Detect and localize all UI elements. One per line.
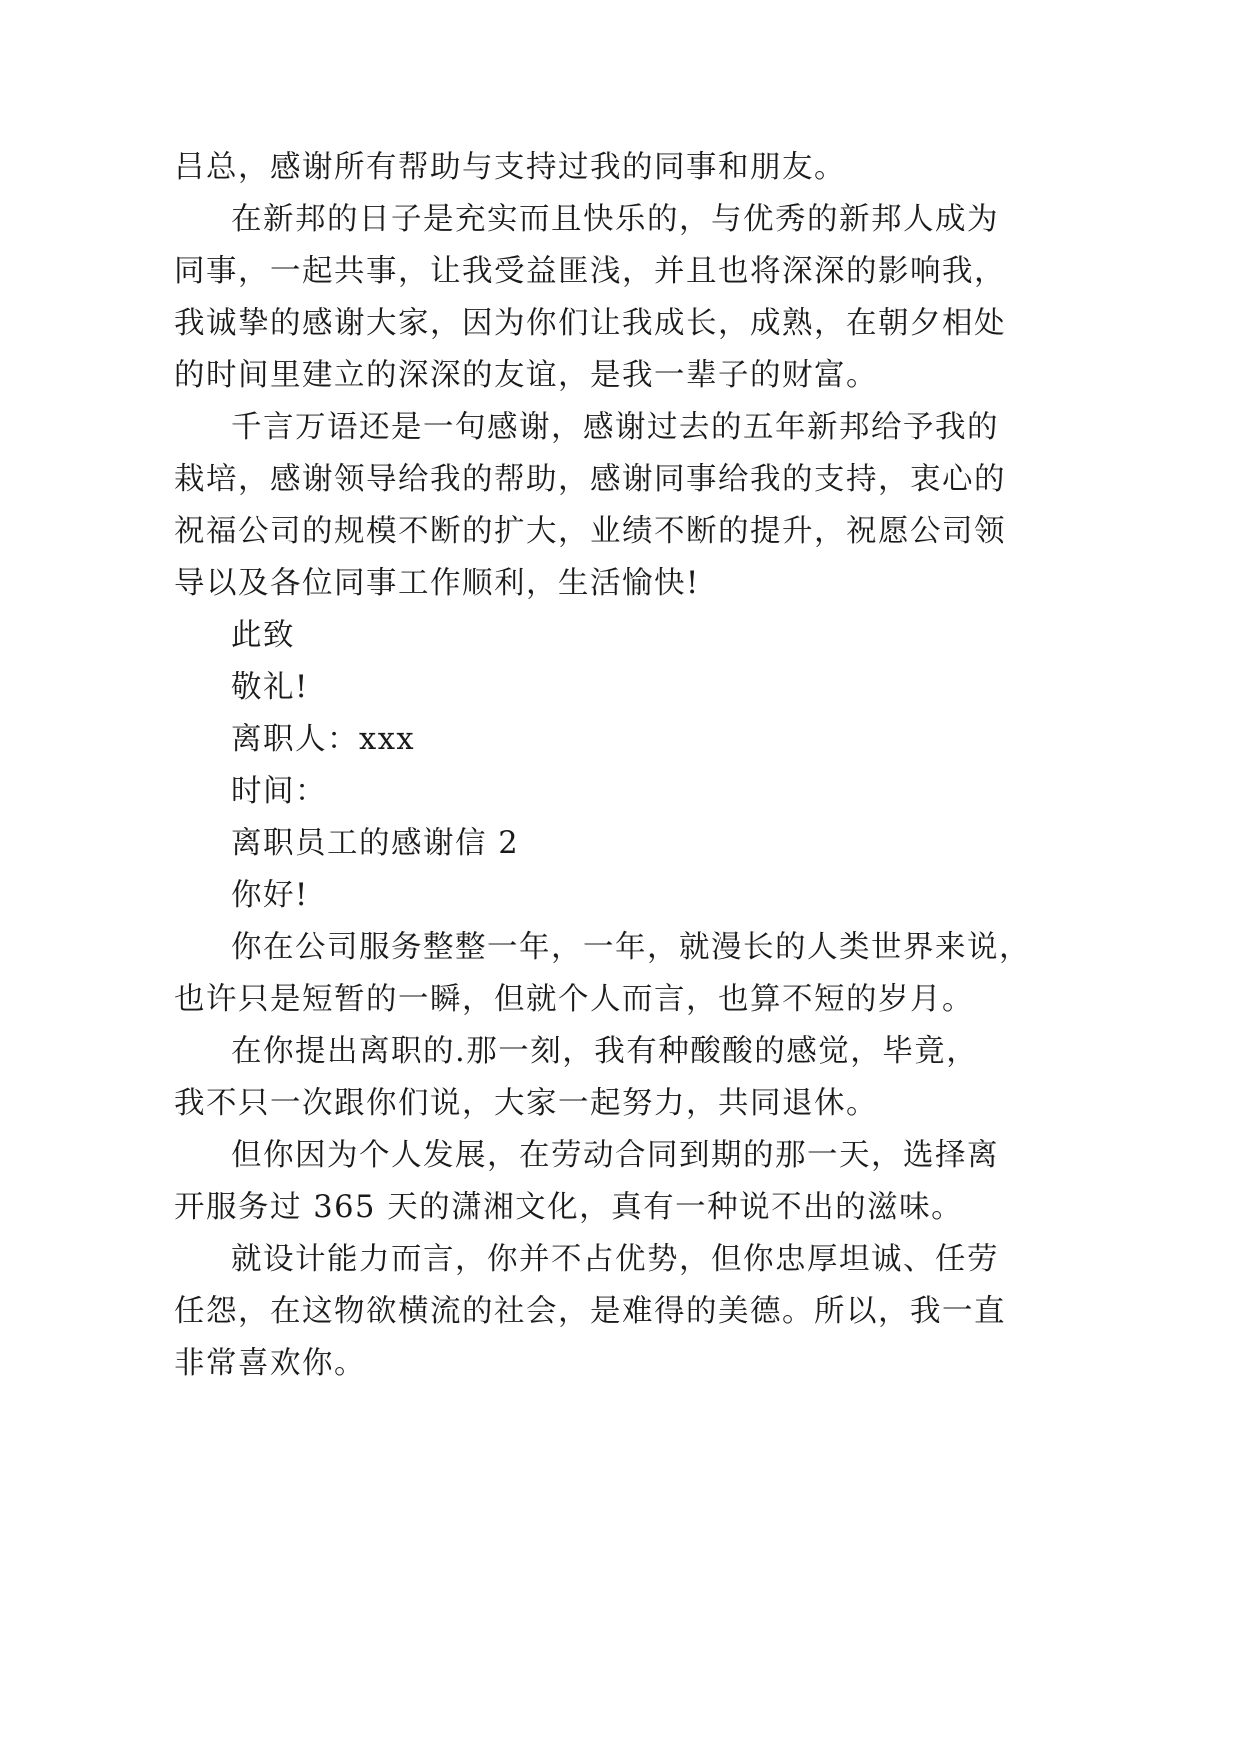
paragraph-start-line: 在你提出离职的.那一刻，我有种酸酸的感觉，毕竟， xyxy=(231,1034,979,1069)
letter-title: 离职员工的感谢信 2 xyxy=(231,826,520,861)
text-line: 吕总，感谢所有帮助与支持过我的同事和朋友。 xyxy=(174,150,846,185)
paragraph-start-line: 你在公司服务整整一年，一年，就漫长的人类世界来说， xyxy=(231,930,1031,965)
text-line: 也许只是短暂的一瞬，但就个人而言，也算不短的岁月。 xyxy=(174,982,974,1017)
text-line: 我不只一次跟你们说，大家一起努力，共同退休。 xyxy=(174,1086,878,1121)
date-label: 时间： xyxy=(231,774,327,809)
text-line: 我诚挚的感谢大家，因为你们让我成长，成熟，在朝夕相处 xyxy=(174,306,1006,341)
greeting: 你好! xyxy=(231,878,309,913)
closing-salutation: 此致 xyxy=(231,618,295,653)
closing-regards: 敬礼! xyxy=(231,670,309,705)
text-line: 同事，一起共事，让我受益匪浅，并且也将深深的影响我， xyxy=(174,254,1006,289)
text-line: 任怨，在这物欲横流的社会，是难得的美德。所以，我一直 xyxy=(174,1294,1006,1329)
text-line: 的时间里建立的深深的友谊，是我一辈子的财富。 xyxy=(174,358,878,393)
paragraph-start-line: 千言万语还是一句感谢，感谢过去的五年新邦给予我的 xyxy=(231,410,999,445)
text-line: 祝福公司的规模不断的扩大，业绩不断的提升，祝愿公司领 xyxy=(174,514,1006,549)
paragraph-start-line: 就设计能力而言，你并不占优势，但你忠厚坦诚、任劳 xyxy=(231,1242,999,1277)
text-line: 非常喜欢你。 xyxy=(174,1346,366,1381)
text-line: 导以及各位同事工作顺利，生活愉快! xyxy=(174,566,700,601)
paragraph-start-line: 但你因为个人发展，在劳动合同到期的那一天，选择离 xyxy=(231,1138,999,1173)
text-line: 开服务过 365 天的潇湘文化，真有一种说不出的滋味。 xyxy=(174,1190,964,1225)
paragraph-start-line: 在新邦的日子是充实而且快乐的，与优秀的新邦人成为 xyxy=(231,202,999,237)
resignee-name: 离职人：xxx xyxy=(231,722,416,757)
text-line: 栽培，感谢领导给我的帮助，感谢同事给我的支持，衷心的 xyxy=(174,462,1006,497)
